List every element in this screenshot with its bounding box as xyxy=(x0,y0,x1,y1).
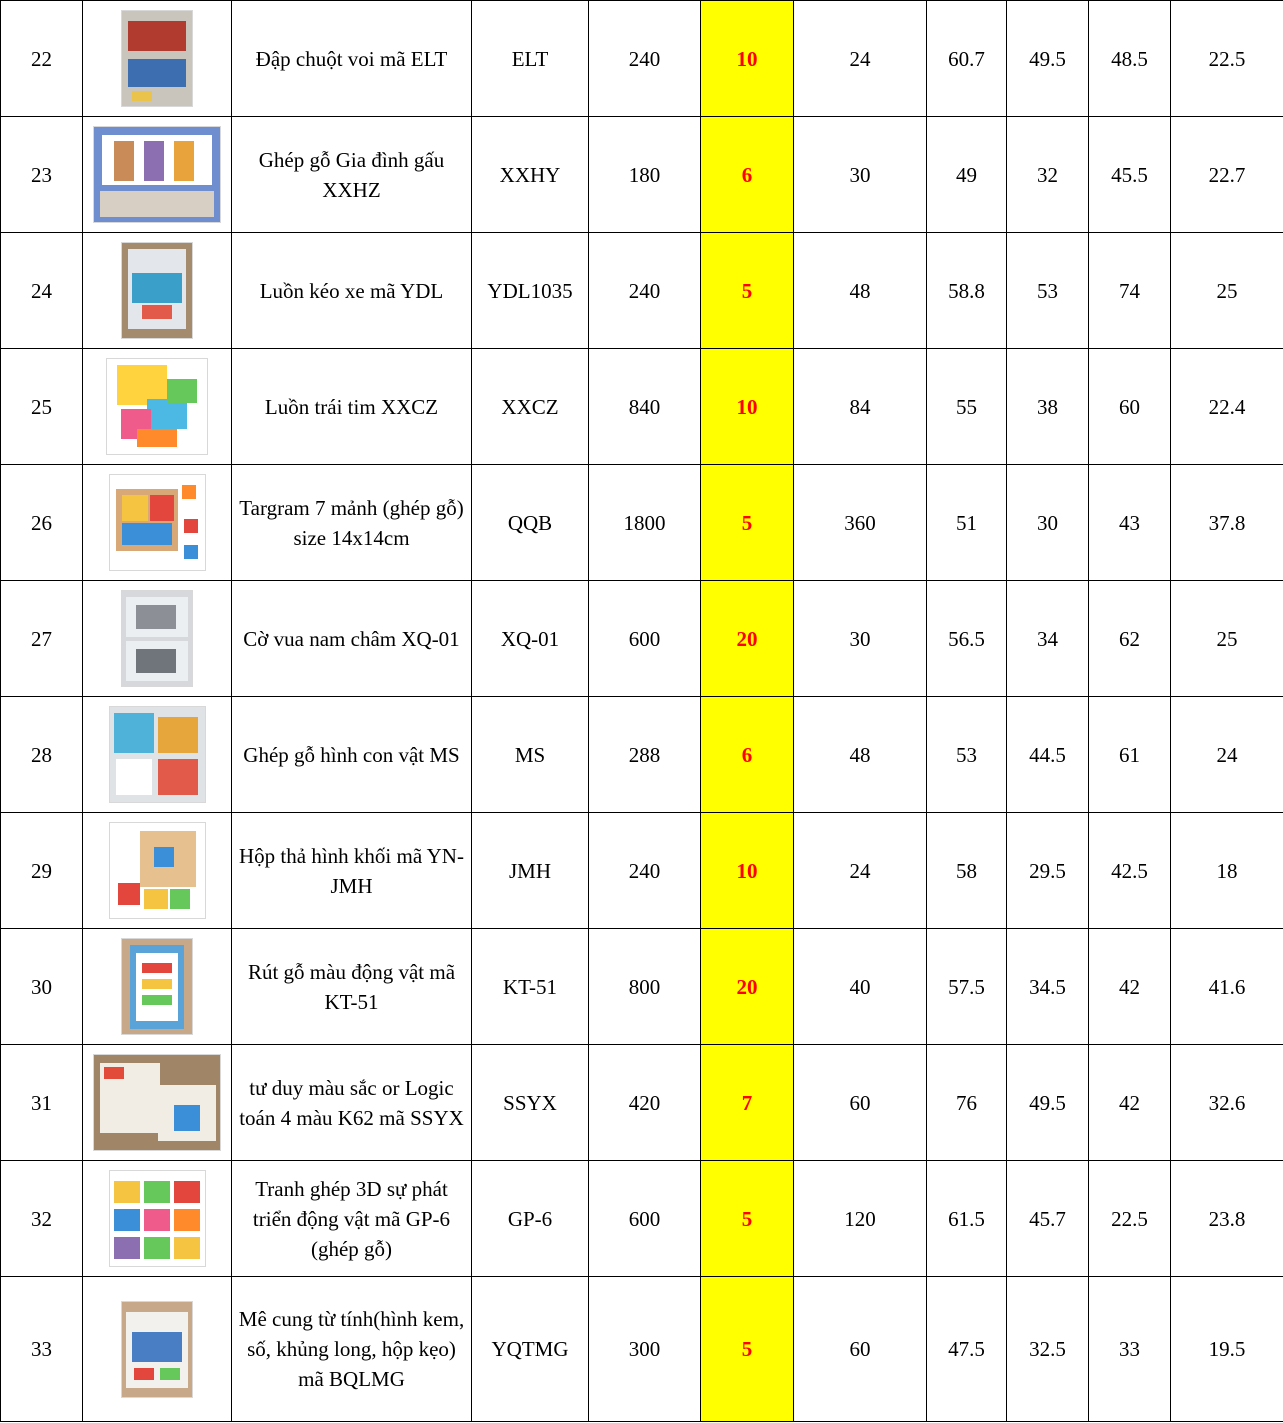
value-cell: 840 xyxy=(589,349,701,465)
value-cell: 34 xyxy=(1007,581,1089,697)
table-row xyxy=(1,1,1283,117)
product-image-cell xyxy=(83,349,232,465)
value-cell: 58 xyxy=(927,813,1007,929)
value-cell: 32.6 xyxy=(1171,1045,1283,1161)
product-name-cell: tư duy màu sắc or Logic toán 4 màu K62 mã SSYX xyxy=(232,1045,472,1161)
value-cell: 45.7 xyxy=(1007,1161,1089,1277)
product-name-cell: Tranh ghép 3D sự phát triển động vật mã GP-6 (ghép gỗ) xyxy=(232,1161,472,1277)
row-number-cell: 25 xyxy=(1,349,83,465)
product-photo xyxy=(121,1301,193,1398)
row-number-cell: 30 xyxy=(1,929,83,1045)
qty-cell: 6 xyxy=(701,117,794,233)
row-number-cell: 24 xyxy=(1,233,83,349)
value-cell: 22.7 xyxy=(1171,117,1283,233)
value-cell: 22.4 xyxy=(1171,349,1283,465)
value-cell: 41.6 xyxy=(1171,929,1283,1045)
product-code-cell: SSYX xyxy=(472,1045,589,1161)
product-image-cell xyxy=(83,929,232,1045)
qty-cell: 20 xyxy=(701,929,794,1045)
product-code-cell: QQB xyxy=(472,465,589,581)
table-body xyxy=(1,1,1283,1422)
value-cell: 600 xyxy=(589,1161,701,1277)
value-cell: 180 xyxy=(589,117,701,233)
value-cell: 25 xyxy=(1171,581,1283,697)
row-number-cell: 22 xyxy=(1,1,83,117)
table-row xyxy=(1,233,1283,349)
product-code-cell: XXHY xyxy=(472,117,589,233)
row-number-cell: 31 xyxy=(1,1045,83,1161)
product-name-cell: Rút gỗ màu động vật mã KT-51 xyxy=(232,929,472,1045)
product-photo xyxy=(93,1054,221,1151)
product-image-cell xyxy=(83,813,232,929)
product-image-cell xyxy=(83,1,232,117)
product-photo xyxy=(121,242,193,339)
value-cell: 45.5 xyxy=(1089,117,1171,233)
product-code-cell: GP-6 xyxy=(472,1161,589,1277)
value-cell: 19.5 xyxy=(1171,1277,1283,1422)
value-cell: 49 xyxy=(927,117,1007,233)
value-cell: 288 xyxy=(589,697,701,813)
table-row xyxy=(1,349,1283,465)
value-cell: 53 xyxy=(1007,233,1089,349)
value-cell: 24 xyxy=(794,1,927,117)
table-row xyxy=(1,117,1283,233)
product-name-cell: Mê cung từ tính(hình kem, số, khủng long, hộp kẹo) mã BQLMG xyxy=(232,1277,472,1422)
product-code-cell: YQTMG xyxy=(472,1277,589,1422)
value-cell: 23.8 xyxy=(1171,1161,1283,1277)
row-number-cell: 33 xyxy=(1,1277,83,1422)
table-row xyxy=(1,1045,1283,1161)
value-cell: 240 xyxy=(589,1,701,117)
value-cell: 24 xyxy=(794,813,927,929)
row-number-cell: 29 xyxy=(1,813,83,929)
value-cell: 120 xyxy=(794,1161,927,1277)
row-number-cell: 23 xyxy=(1,117,83,233)
value-cell: 240 xyxy=(589,233,701,349)
value-cell: 84 xyxy=(794,349,927,465)
product-code-cell: ELT xyxy=(472,1,589,117)
table-row xyxy=(1,813,1283,929)
value-cell: 74 xyxy=(1089,233,1171,349)
value-cell: 33 xyxy=(1089,1277,1171,1422)
product-code-cell: XQ-01 xyxy=(472,581,589,697)
value-cell: 62 xyxy=(1089,581,1171,697)
value-cell: 76 xyxy=(927,1045,1007,1161)
product-image-cell xyxy=(83,1045,232,1161)
product-name-cell: Hộp thả hình khối mã YN-JMH xyxy=(232,813,472,929)
value-cell: 18 xyxy=(1171,813,1283,929)
table-row xyxy=(1,697,1283,813)
value-cell: 37.8 xyxy=(1171,465,1283,581)
product-name-cell: Targram 7 mảnh (ghép gỗ) size 14x14cm xyxy=(232,465,472,581)
value-cell: 32.5 xyxy=(1007,1277,1089,1422)
product-photo xyxy=(109,1170,206,1267)
value-cell: 55 xyxy=(927,349,1007,465)
product-photo xyxy=(121,938,193,1035)
value-cell: 47.5 xyxy=(927,1277,1007,1422)
product-image-cell xyxy=(83,581,232,697)
value-cell: 61.5 xyxy=(927,1161,1007,1277)
product-code-cell: JMH xyxy=(472,813,589,929)
value-cell: 48.5 xyxy=(1089,1,1171,117)
product-code-cell: XXCZ xyxy=(472,349,589,465)
value-cell: 60 xyxy=(1089,349,1171,465)
value-cell: 800 xyxy=(589,929,701,1045)
product-code-cell: YDL1035 xyxy=(472,233,589,349)
product-image-cell xyxy=(83,233,232,349)
row-number-cell: 27 xyxy=(1,581,83,697)
value-cell: 58.8 xyxy=(927,233,1007,349)
value-cell: 600 xyxy=(589,581,701,697)
value-cell: 48 xyxy=(794,233,927,349)
row-number-cell: 26 xyxy=(1,465,83,581)
value-cell: 51 xyxy=(927,465,1007,581)
qty-cell: 10 xyxy=(701,349,794,465)
product-name-cell: Luồn kéo xe mã YDL xyxy=(232,233,472,349)
value-cell: 22.5 xyxy=(1089,1161,1171,1277)
qty-cell: 5 xyxy=(701,1161,794,1277)
value-cell: 42.5 xyxy=(1089,813,1171,929)
table-row xyxy=(1,465,1283,581)
product-photo xyxy=(121,590,193,687)
value-cell: 60 xyxy=(794,1045,927,1161)
value-cell: 53 xyxy=(927,697,1007,813)
row-number-cell: 32 xyxy=(1,1161,83,1277)
qty-cell: 6 xyxy=(701,697,794,813)
table-row xyxy=(1,1277,1283,1422)
value-cell: 49.5 xyxy=(1007,1,1089,117)
value-cell: 44.5 xyxy=(1007,697,1089,813)
qty-cell: 5 xyxy=(701,1277,794,1422)
product-photo xyxy=(109,474,206,571)
value-cell: 360 xyxy=(794,465,927,581)
product-name-cell: Ghép gỗ Gia đình gấu XXHZ xyxy=(232,117,472,233)
value-cell: 240 xyxy=(589,813,701,929)
product-image-cell xyxy=(83,1277,232,1422)
qty-cell: 10 xyxy=(701,1,794,117)
value-cell: 57.5 xyxy=(927,929,1007,1045)
value-cell: 25 xyxy=(1171,233,1283,349)
product-code-cell: MS xyxy=(472,697,589,813)
value-cell: 38 xyxy=(1007,349,1089,465)
product-photo xyxy=(109,706,206,803)
value-cell: 40 xyxy=(794,929,927,1045)
value-cell: 60 xyxy=(794,1277,927,1422)
value-cell: 29.5 xyxy=(1007,813,1089,929)
row-number-cell: 28 xyxy=(1,697,83,813)
value-cell: 30 xyxy=(794,117,927,233)
product-image-cell xyxy=(83,697,232,813)
product-photo xyxy=(93,126,221,223)
product-photo xyxy=(121,10,193,107)
value-cell: 42 xyxy=(1089,1045,1171,1161)
table-row xyxy=(1,929,1283,1045)
product-name-cell: Luồn trái tim XXCZ xyxy=(232,349,472,465)
value-cell: 1800 xyxy=(589,465,701,581)
product-name-cell: Ghép gỗ hình con vật MS xyxy=(232,697,472,813)
value-cell: 22.5 xyxy=(1171,1,1283,117)
value-cell: 43 xyxy=(1089,465,1171,581)
product-image-cell xyxy=(83,465,232,581)
qty-cell: 5 xyxy=(701,233,794,349)
value-cell: 61 xyxy=(1089,697,1171,813)
value-cell: 30 xyxy=(794,581,927,697)
value-cell: 48 xyxy=(794,697,927,813)
table-row xyxy=(1,581,1283,697)
value-cell: 49.5 xyxy=(1007,1045,1089,1161)
qty-cell: 10 xyxy=(701,813,794,929)
value-cell: 56.5 xyxy=(927,581,1007,697)
product-name-cell: Đập chuột voi mã ELT xyxy=(232,1,472,117)
product-image-cell xyxy=(83,117,232,233)
value-cell: 32 xyxy=(1007,117,1089,233)
value-cell: 42 xyxy=(1089,929,1171,1045)
qty-cell: 20 xyxy=(701,581,794,697)
value-cell: 60.7 xyxy=(927,1,1007,117)
value-cell: 420 xyxy=(589,1045,701,1161)
product-image-cell xyxy=(83,1161,232,1277)
qty-cell: 7 xyxy=(701,1045,794,1161)
value-cell: 34.5 xyxy=(1007,929,1089,1045)
product-photo xyxy=(106,358,208,455)
value-cell: 300 xyxy=(589,1277,701,1422)
product-photo xyxy=(109,822,206,919)
product-name-cell: Cờ vua nam châm XQ-01 xyxy=(232,581,472,697)
qty-cell: 5 xyxy=(701,465,794,581)
value-cell: 24 xyxy=(1171,697,1283,813)
value-cell: 30 xyxy=(1007,465,1089,581)
product-code-cell: KT-51 xyxy=(472,929,589,1045)
table-row xyxy=(1,1161,1283,1277)
